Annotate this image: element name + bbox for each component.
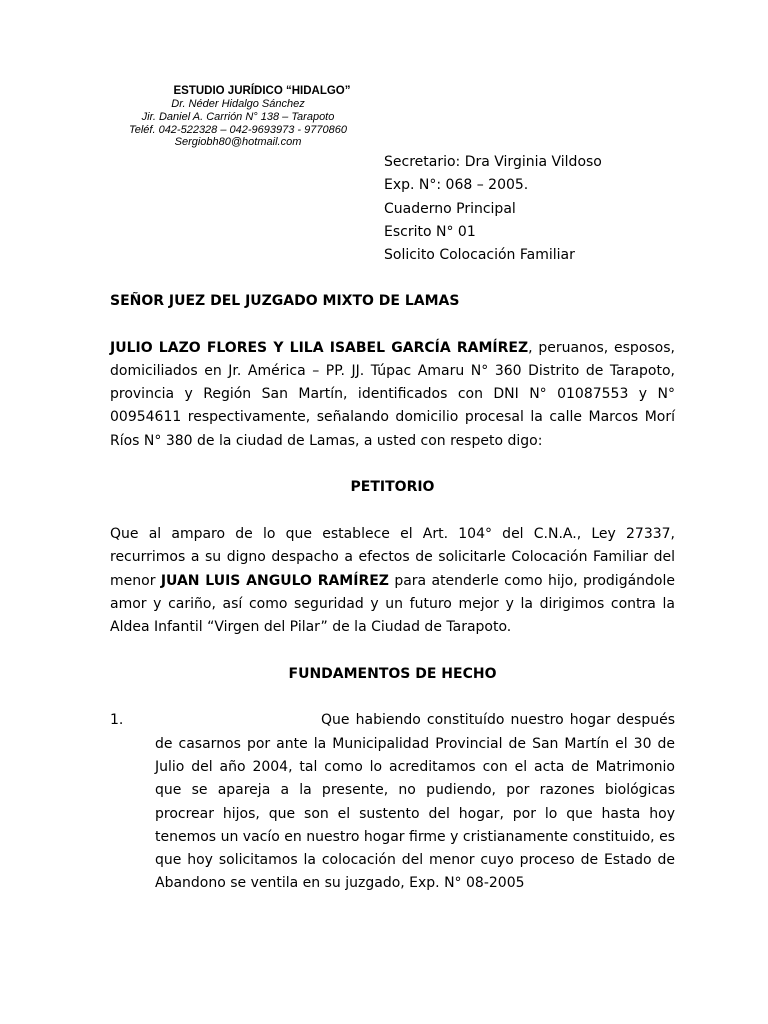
item-number: 1. xyxy=(110,712,124,729)
intro-text: , peruanos, esposos, domiciliados en Jr. América – PP. JJ. Túpac Amaru N° 360 Distrito de Tarapoto, provincia y Región San Martín, identificados con DNI N° 01087553 y N° 00954611 respectivamente, señalando domicilio procesal la calle Marcos Morí Ríos N° 380 de la ciudad de Lamas, a usted con respeto digo: xyxy=(110,339,675,449)
law-firm-name: ESTUDIO JURÍDICO “HIDALGO” xyxy=(173,85,351,97)
sumilla-line: Solicito Colocación Familiar xyxy=(384,247,575,264)
petitorio-heading: PETITORIO xyxy=(350,479,435,496)
secretary-line: Secretario: Dra Virginia Vildoso xyxy=(384,154,602,170)
petitorio-text-after: para atenderle como hijo, prodigándole amor y cariño, así como seguridad y un futuro mejor y la dirigimos contra la Aldea Infantil “Virgen del Pilar” de la Ciudad de Tarapoto. xyxy=(110,572,675,636)
addressee-heading: SEÑOR JUEZ DEL JUZGADO MIXTO DE LAMAS xyxy=(110,293,460,309)
case-reference-block xyxy=(384,151,602,267)
escrito-line: Escrito N° 01 xyxy=(384,223,476,240)
firm-phone: Teléf. 042-522328 – 042-9693973 - 9770860 xyxy=(129,123,347,136)
document-body xyxy=(110,290,675,896)
fundamento-item xyxy=(110,709,675,895)
letterhead xyxy=(108,84,368,149)
minor-name: JUAN LUIS ANGULO RAMÍREZ xyxy=(160,572,389,589)
firm-email: Sergiobh80@hotmail.com xyxy=(174,136,302,149)
expediente-line: Exp. N°: 068 – 2005. xyxy=(384,177,529,194)
petitioner-names: JULIO LAZO FLORES Y LILA ISABEL GARCÍA RAMÍREZ xyxy=(110,339,529,356)
fundamentos-heading: FUNDAMENTOS DE HECHO xyxy=(288,665,497,682)
petitorio-paragraph xyxy=(110,523,675,639)
lawyer-name: Dr. Néder Hidalgo Sánchez xyxy=(171,98,305,110)
cuaderno-line: Cuaderno Principal xyxy=(384,200,516,217)
intro-paragraph xyxy=(110,337,675,453)
petitorio-text-before: Que al amparo de lo que establece el Art. 104° del C.N.A., Ley 27337, recurrimos a su digno despacho a efectos de solicitarle Colocación Familiar del menor xyxy=(110,525,675,589)
firm-address: Jir. Daniel A. Carrión N° 138 – Tarapoto xyxy=(141,110,335,123)
item-text: Que habiendo constituído nuestro hogar después de casarnos por ante la Municipalidad Provincial de San Martín el 30 de Julio del año 2004, tal como lo acreditamos con el acta de Matrimonio que se apareja a la presente, no pudiendo, por razones biológicas procrear hijos, que son el sustento del hogar, por lo que hasta hoy tenemos un vacío en nuestro hogar firme y cristianamente constituido, es que hoy solicitamos la colocación del menor cuyo proceso de Estado de Abandono se ventila en su juzgado, Exp. N° 08-2005 xyxy=(155,712,675,892)
